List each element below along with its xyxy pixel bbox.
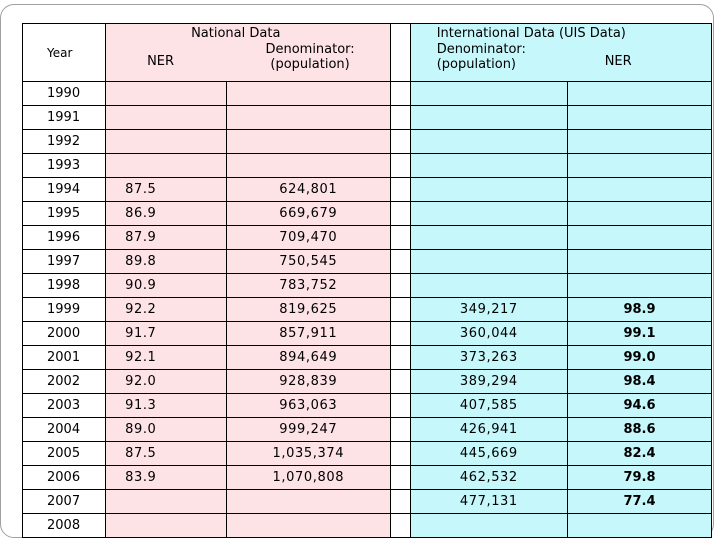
national-ner-cell: 89.8 <box>106 250 227 274</box>
international-ner-cell <box>567 178 711 202</box>
year-cell: 2002 <box>23 370 106 394</box>
gap-cell <box>390 226 410 250</box>
international-population-cell: 477,131 <box>410 490 567 514</box>
international-ner-cell: 99.1 <box>567 322 711 346</box>
table-row <box>23 106 712 130</box>
national-ner-cell <box>106 514 227 538</box>
international-population-cell <box>410 226 567 250</box>
international-population-cell: 426,941 <box>410 418 567 442</box>
year-cell: 1993 <box>23 154 106 178</box>
national-population-cell <box>226 82 390 106</box>
national-population-cell: 709,470 <box>226 226 390 250</box>
international-ner-cell: 98.4 <box>567 370 711 394</box>
gap-column <box>390 24 410 82</box>
national-title: National Data <box>191 26 281 41</box>
national-population-cell: 928,839 <box>226 370 390 394</box>
international-ner-cell: 77.4 <box>567 490 711 514</box>
international-ner-cell: 79.8 <box>567 466 711 490</box>
national-ner-cell: 92.1 <box>106 346 227 370</box>
international-denominator-header: Denominator: (population) <box>436 42 526 72</box>
national-population-cell: 894,649 <box>226 346 390 370</box>
gap-cell <box>390 202 410 226</box>
gap-cell <box>390 154 410 178</box>
international-ner-cell: 88.6 <box>567 418 711 442</box>
international-ner-cell <box>567 82 711 106</box>
international-ner-cell: 82.4 <box>567 442 711 466</box>
national-header <box>106 24 391 82</box>
year-cell: 2000 <box>23 322 106 346</box>
international-population-cell: 445,669 <box>410 442 567 466</box>
table-row <box>23 82 712 106</box>
header-row <box>23 24 712 82</box>
international-ner-cell <box>567 106 711 130</box>
year-header: Year <box>23 24 106 82</box>
international-population-cell: 373,263 <box>410 346 567 370</box>
national-ner-cell: 92.0 <box>106 370 227 394</box>
table-row <box>23 370 712 394</box>
year-cell: 1991 <box>23 106 106 130</box>
international-ner-cell: 99.0 <box>567 346 711 370</box>
year-cell: 2007 <box>23 490 106 514</box>
national-population-cell: 819,625 <box>226 298 390 322</box>
table-row <box>23 226 712 250</box>
gap-cell <box>390 298 410 322</box>
international-ner-cell: 94.6 <box>567 394 711 418</box>
gap-cell <box>390 442 410 466</box>
national-ner-cell: 87.5 <box>106 442 227 466</box>
table-row <box>23 154 712 178</box>
international-ner-cell <box>567 154 711 178</box>
national-population-cell <box>226 490 390 514</box>
table-row <box>23 442 712 466</box>
international-ner-header: NER <box>604 54 632 69</box>
national-ner-cell: 90.9 <box>106 274 227 298</box>
gap-cell <box>390 178 410 202</box>
year-cell: 1995 <box>23 202 106 226</box>
table-row <box>23 130 712 154</box>
year-cell: 2005 <box>23 442 106 466</box>
year-cell: 2001 <box>23 346 106 370</box>
national-ner-cell <box>106 82 227 106</box>
national-ner-cell <box>106 154 227 178</box>
international-ner-cell <box>567 250 711 274</box>
year-cell: 1997 <box>23 250 106 274</box>
national-population-cell <box>226 106 390 130</box>
national-population-cell: 963,063 <box>226 394 390 418</box>
international-population-cell <box>410 514 567 538</box>
table-row <box>23 418 712 442</box>
international-population-cell <box>410 178 567 202</box>
national-ner-cell: 91.3 <box>106 394 227 418</box>
national-population-cell: 857,911 <box>226 322 390 346</box>
year-cell: 1992 <box>23 130 106 154</box>
international-ner-cell: 98.9 <box>567 298 711 322</box>
year-cell: 2004 <box>23 418 106 442</box>
international-ner-cell <box>567 274 711 298</box>
table-row <box>23 322 712 346</box>
national-ner-cell: 86.9 <box>106 202 227 226</box>
table-row <box>23 178 712 202</box>
year-cell: 2008 <box>23 514 106 538</box>
enrollment-table <box>22 23 712 538</box>
national-ner-cell: 89.0 <box>106 418 227 442</box>
gap-cell <box>390 130 410 154</box>
table-row <box>23 514 712 538</box>
year-cell: 1998 <box>23 274 106 298</box>
international-population-cell: 407,585 <box>410 394 567 418</box>
international-population-cell <box>410 250 567 274</box>
national-population-cell <box>226 514 390 538</box>
table-row <box>23 394 712 418</box>
national-ner-cell <box>106 106 227 130</box>
international-header <box>410 24 711 82</box>
national-population-cell: 624,801 <box>226 178 390 202</box>
gap-cell <box>390 490 410 514</box>
international-population-cell: 389,294 <box>410 370 567 394</box>
gap-cell <box>390 250 410 274</box>
year-cell: 1999 <box>23 298 106 322</box>
international-ner-cell <box>567 130 711 154</box>
gap-cell <box>390 466 410 490</box>
international-ner-cell <box>567 202 711 226</box>
year-cell: 1996 <box>23 226 106 250</box>
table-row <box>23 298 712 322</box>
international-population-cell <box>410 130 567 154</box>
national-population-cell: 669,679 <box>226 202 390 226</box>
gap-cell <box>390 322 410 346</box>
gap-cell <box>390 370 410 394</box>
international-population-cell: 360,044 <box>410 322 567 346</box>
international-ner-cell <box>567 514 711 538</box>
table-row <box>23 490 712 514</box>
national-population-cell: 783,752 <box>226 274 390 298</box>
table-row <box>23 202 712 226</box>
international-population-cell <box>410 82 567 106</box>
gap-cell <box>390 394 410 418</box>
national-population-cell <box>226 154 390 178</box>
international-population-cell <box>410 274 567 298</box>
gap-cell <box>390 346 410 370</box>
table-row <box>23 466 712 490</box>
national-ner-cell: 87.9 <box>106 226 227 250</box>
gap-cell <box>390 106 410 130</box>
gap-cell <box>390 418 410 442</box>
national-population-cell <box>226 130 390 154</box>
year-cell: 2006 <box>23 466 106 490</box>
national-population-cell: 1,070,808 <box>226 466 390 490</box>
table-row <box>23 250 712 274</box>
national-ner-cell: 83.9 <box>106 466 227 490</box>
national-ner-header: NER <box>147 54 175 69</box>
national-ner-cell <box>106 130 227 154</box>
year-cell: 1994 <box>23 178 106 202</box>
national-ner-cell: 91.7 <box>106 322 227 346</box>
national-population-cell: 750,545 <box>226 250 390 274</box>
gap-cell <box>390 514 410 538</box>
national-population-cell: 999,247 <box>226 418 390 442</box>
national-denominator-header: Denominator: (population) <box>265 42 355 72</box>
table-row <box>23 274 712 298</box>
national-ner-cell <box>106 490 227 514</box>
year-cell: 1990 <box>23 82 106 106</box>
international-population-cell <box>410 154 567 178</box>
international-population-cell: 462,532 <box>410 466 567 490</box>
year-cell: 2003 <box>23 394 106 418</box>
national-ner-cell: 92.2 <box>106 298 227 322</box>
national-population-cell: 1,035,374 <box>226 442 390 466</box>
international-population-cell: 349,217 <box>410 298 567 322</box>
international-ner-cell <box>567 226 711 250</box>
gap-cell <box>390 82 410 106</box>
international-population-cell <box>410 106 567 130</box>
international-population-cell <box>410 202 567 226</box>
national-ner-cell: 87.5 <box>106 178 227 202</box>
table-row <box>23 346 712 370</box>
international-title: International Data (UIS Data) <box>436 26 626 41</box>
gap-cell <box>390 274 410 298</box>
